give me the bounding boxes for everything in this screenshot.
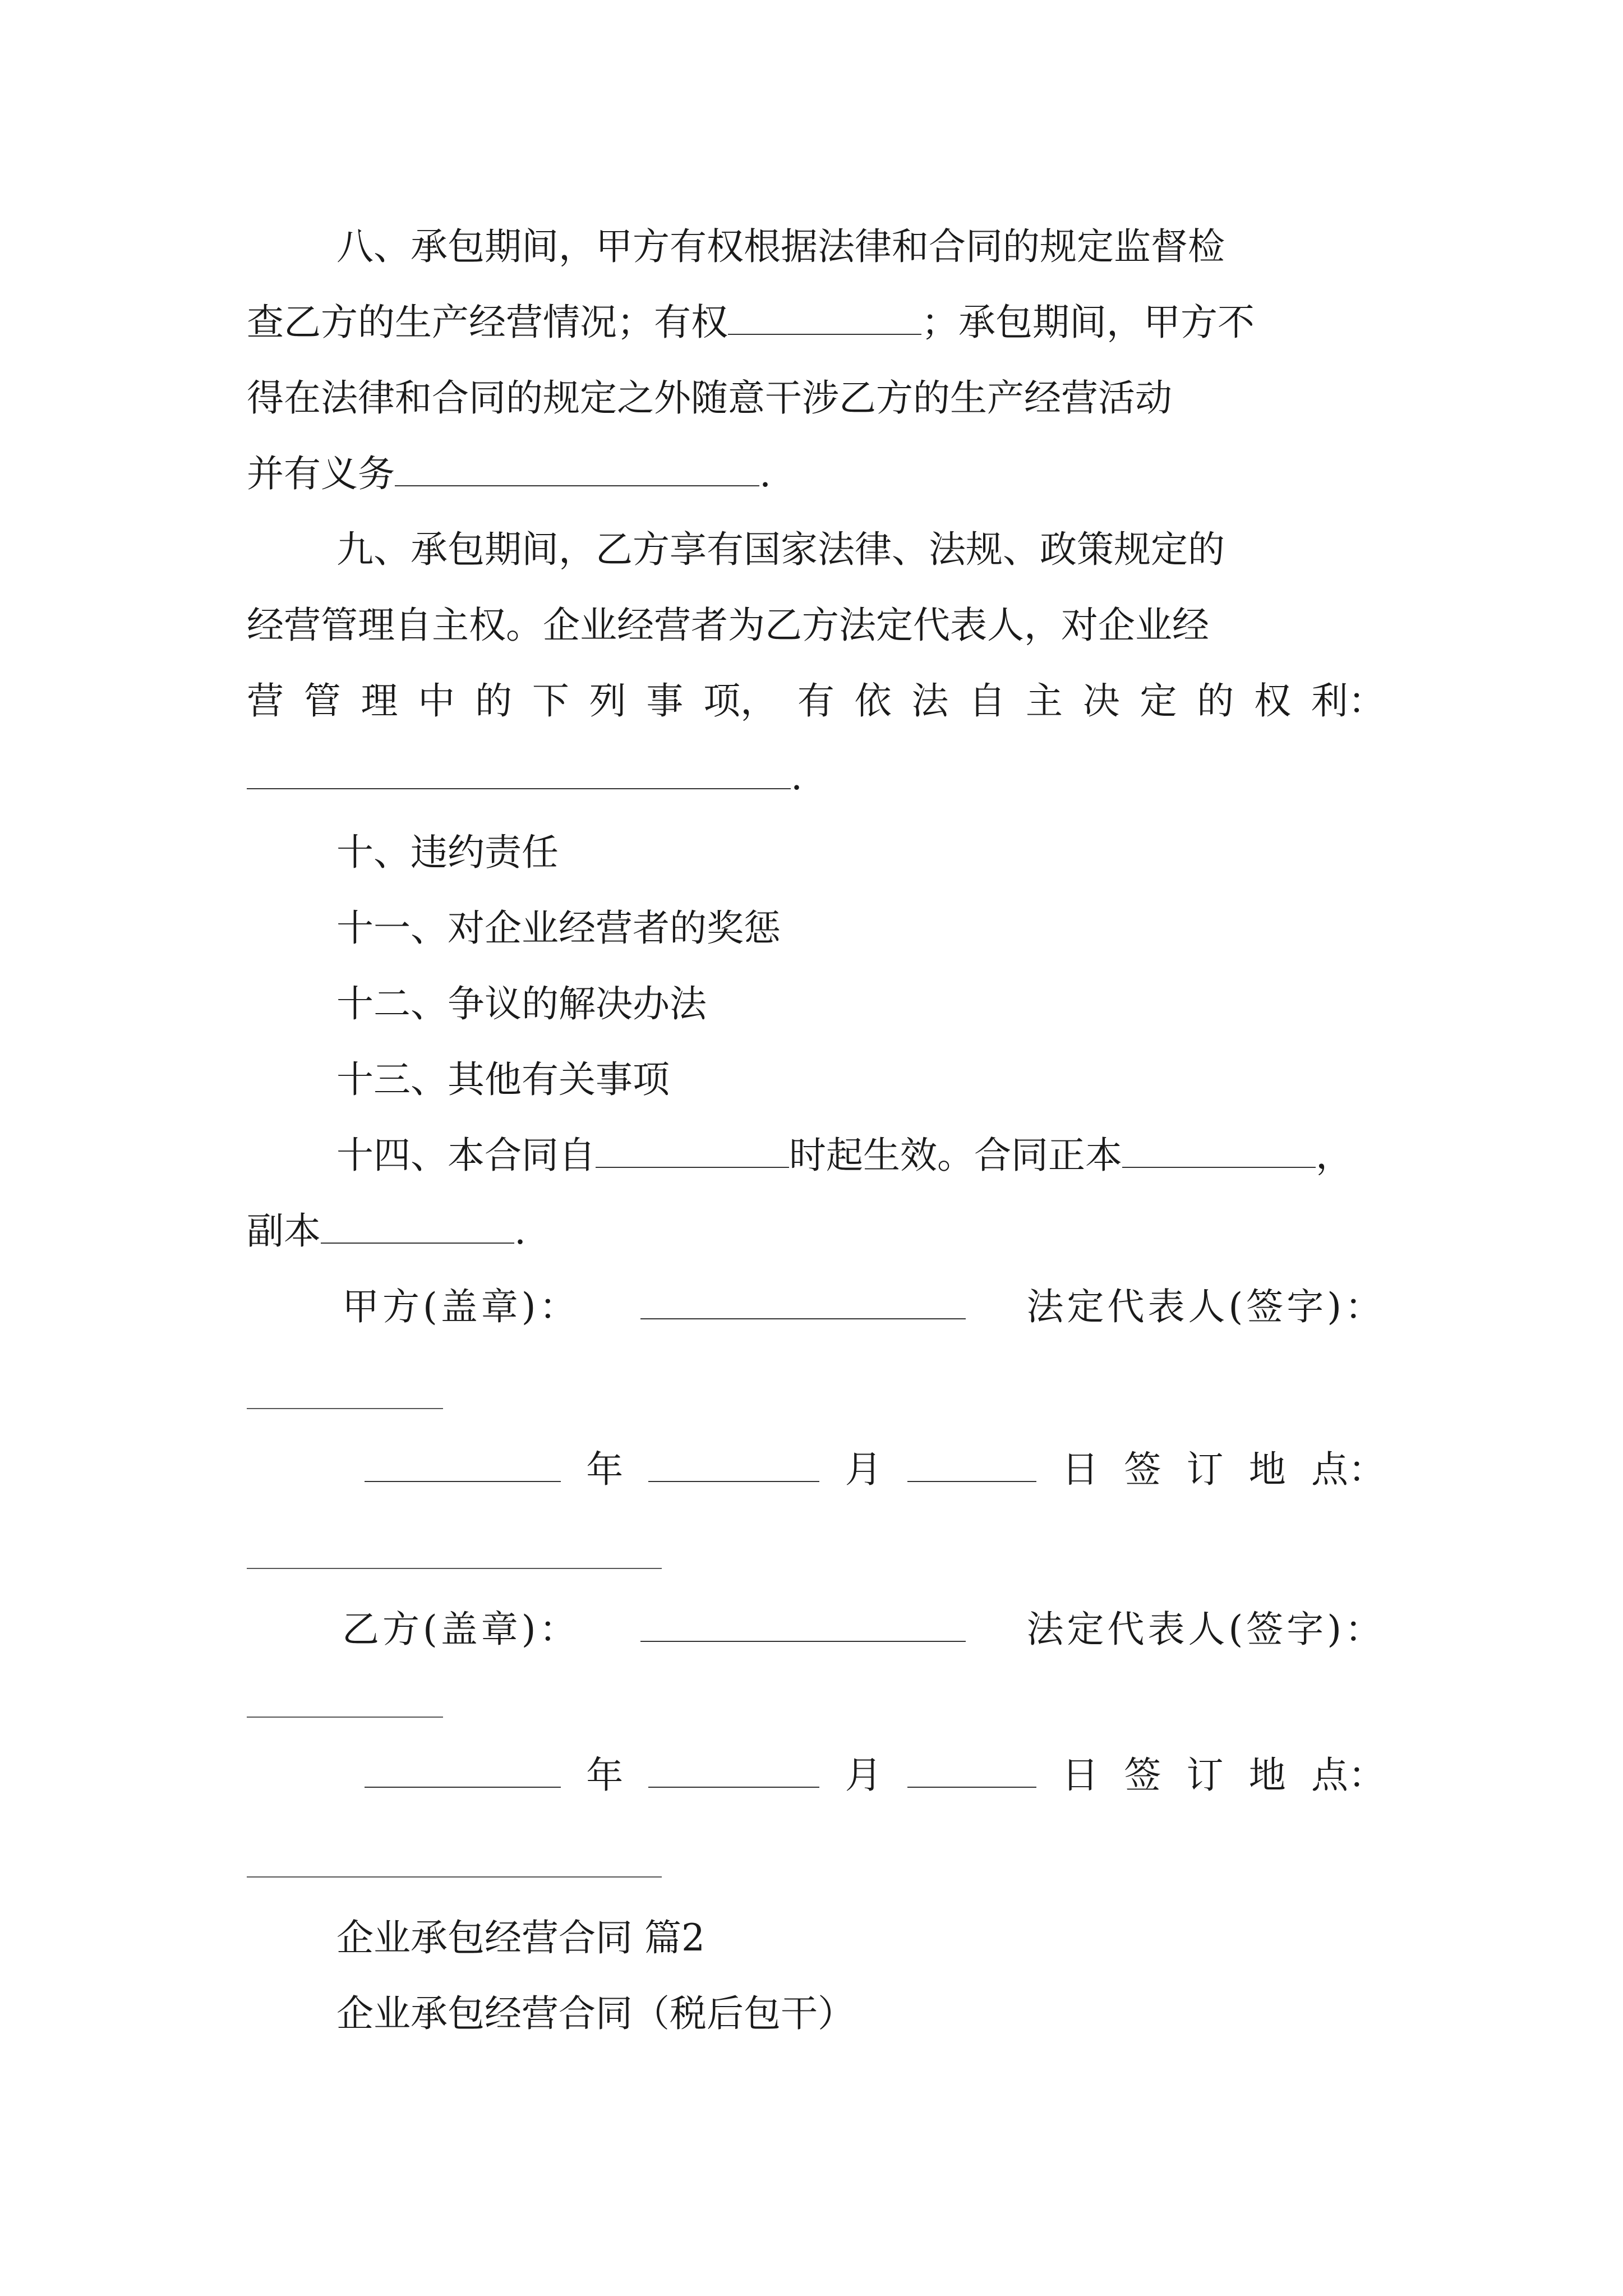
fill-blank[interactable] (247, 753, 791, 789)
party-a-place-char: 点： (1311, 1448, 1385, 1491)
section-2-subtitle (247, 1989, 1475, 2039)
clause-8-line-1 (247, 222, 1475, 272)
party-a-seal-line (342, 1282, 1385, 1332)
party-b-place-char: 签 (1124, 1754, 1161, 1797)
party-b-seal-line (342, 1604, 1385, 1655)
clause-12-text: 十二、争议的解决办法 (336, 982, 707, 1025)
clause-8-line-4 (247, 449, 1385, 499)
fill-blank[interactable] (395, 450, 759, 486)
party-b-date-line (365, 1750, 1385, 1801)
party-a-month-blank[interactable] (648, 1446, 819, 1482)
clause-9-char: 事 (646, 679, 684, 723)
party-b-place-char: 点： (1311, 1754, 1385, 1797)
clause-8-text: 查乙方的生产经营情况；有权 (247, 301, 728, 344)
party-b-place-blank[interactable] (247, 1876, 662, 1878)
party-b-rep-blank[interactable] (247, 1717, 443, 1718)
clause-9-line-3 (247, 676, 1385, 726)
clause-9-char: 的 (1197, 679, 1234, 723)
party-a-year-label: 年 (586, 1448, 624, 1491)
party-b-place-char: 订 (1186, 1754, 1224, 1797)
party-b-year-label: 年 (586, 1754, 624, 1797)
party-b-month-label: 月 (845, 1754, 882, 1797)
effective-time-blank[interactable] (596, 1132, 789, 1168)
clause-9-char: 列 (589, 679, 626, 723)
party-a-rep-label: 法定代表人(签字)： (1026, 1285, 1385, 1328)
clause-14-text: 时起生效。合同正本 (789, 1134, 1122, 1177)
duplicate-copies-blank[interactable] (321, 1208, 514, 1244)
clause-14-line-1 (247, 1130, 1475, 1181)
clause-9-char: 营 (247, 679, 284, 723)
party-a-place-blank[interactable] (247, 1568, 662, 1569)
clause-8-line-2 (247, 297, 1385, 348)
party-a-day-char: 日 (1062, 1448, 1099, 1491)
clause-9-char: 依 (854, 679, 892, 723)
party-a-seal-label: 甲方(盖章)： (342, 1285, 580, 1328)
party-a-date-line (365, 1444, 1385, 1495)
party-a-place-char: 地 (1248, 1448, 1286, 1491)
clause-9-char: 决 (1082, 679, 1120, 723)
clause-8-text: 得在法律和合同的规定之外随意干涉乙方的生产经营活动 (247, 376, 1172, 420)
clause-9-line-2 (247, 600, 1385, 651)
clause-10 (247, 827, 1475, 878)
clause-9-text: 经营管理自主权。企业经营者为乙方法定代表人，对企业经 (247, 604, 1209, 647)
clause-12 (247, 979, 1475, 1029)
clause-13 (247, 1055, 1475, 1105)
clause-13-text: 十三、其他有关事项 (336, 1058, 670, 1101)
clause-9-line-4 (247, 752, 1385, 802)
party-b-place-char: 地 (1248, 1754, 1286, 1797)
party-b-month-blank[interactable] (648, 1752, 819, 1788)
clause-14-line-2 (247, 1206, 1385, 1257)
party-a-rep-blank[interactable] (247, 1408, 443, 1409)
clause-9-char: 权 (1254, 679, 1292, 723)
party-b-rep-label: 法定代表人(签字)： (1026, 1608, 1385, 1651)
clause-9-char: 中 (418, 679, 455, 723)
clause-9-char: 理 (361, 679, 398, 723)
section-2-subtitle-text: 企业承包经营合同（税后包干） (336, 1992, 855, 2035)
clause-8-line-3 (247, 373, 1385, 424)
party-a-day-blank[interactable] (907, 1446, 1036, 1482)
clause-9-line-1 (247, 524, 1475, 575)
clause-8-text: 八、承包期间，甲方有权根据法律和合同的规定监督检 (336, 225, 1225, 268)
clause-9-text: . (791, 755, 803, 798)
party-b-day-blank[interactable] (907, 1752, 1036, 1788)
party-b-day-char: 日 (1062, 1754, 1099, 1797)
fill-blank[interactable] (728, 299, 921, 335)
clause-8-text: . (759, 452, 771, 495)
clause-9-text: 九、承包期间，乙方享有国家法律、法规、政策规定的 (336, 528, 1225, 571)
clause-9-char: 有 (797, 679, 834, 723)
clause-9-char: 项， (703, 679, 778, 723)
clause-14-text: 十四、本合同自 (336, 1134, 596, 1177)
clause-9-char: 利： (1311, 679, 1385, 723)
clause-9-char: 管 (303, 679, 341, 723)
clause-9-char: 定 (1140, 679, 1177, 723)
clause-9-char: 自 (969, 679, 1006, 723)
clause-14-text: ， (1316, 1134, 1353, 1177)
clause-8-text: 并有义务 (247, 452, 395, 495)
party-a-place-char: 订 (1186, 1448, 1224, 1491)
party-b-seal-label: 乙方(盖章)： (342, 1608, 580, 1651)
clause-9-char: 主 (1025, 679, 1063, 723)
clause-10-text: 十、违约责任 (336, 831, 559, 874)
clause-14-text: 副本 (247, 1209, 321, 1253)
clause-14-text: . (514, 1209, 526, 1253)
party-b-year-blank[interactable] (365, 1752, 561, 1788)
party-a-year-blank[interactable] (365, 1446, 561, 1482)
section-2-heading (247, 1913, 1475, 1963)
clause-11 (247, 903, 1475, 954)
party-b-seal-blank[interactable] (640, 1606, 966, 1642)
clause-9-char: 法 (911, 679, 949, 723)
party-a-seal-blank[interactable] (640, 1283, 966, 1319)
clause-8-text: ；承包期间，甲方不 (921, 301, 1255, 344)
party-a-place-char: 签 (1124, 1448, 1161, 1491)
clause-11-text: 十一、对企业经营者的奖惩 (336, 907, 781, 950)
clause-9-char: 下 (532, 679, 569, 723)
party-a-month-label: 月 (845, 1448, 882, 1491)
clause-9-char: 的 (475, 679, 513, 723)
original-copies-blank[interactable] (1122, 1132, 1316, 1168)
section-2-heading-text: 企业承包经营合同 篇2 (336, 1916, 705, 1959)
